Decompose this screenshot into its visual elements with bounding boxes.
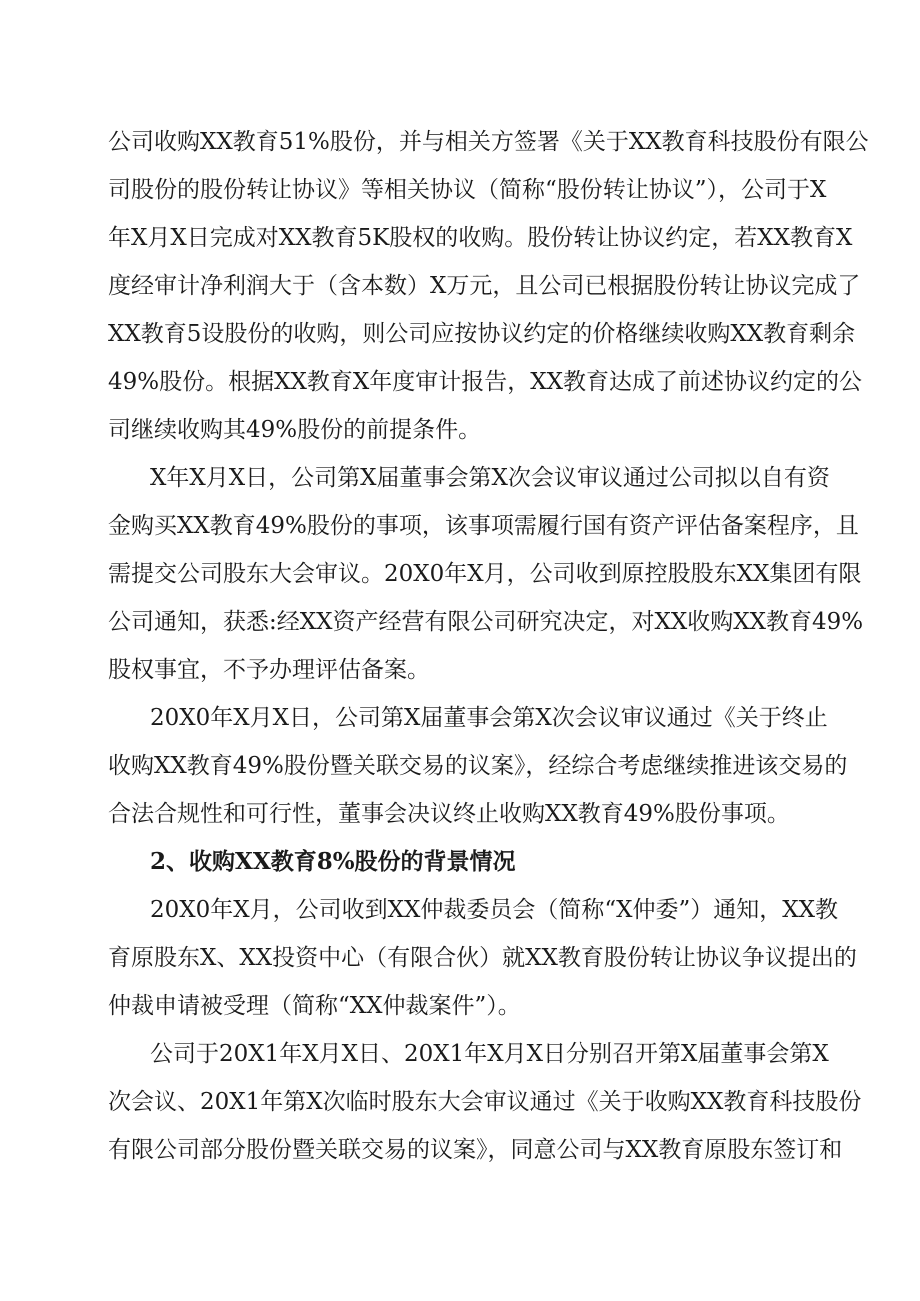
text-line: 公司于20X1年X月X日、20X1年X月X日分别召开第X届董事会第X: [150, 1041, 829, 1067]
text-line: 49%股份。根据XX教育X年度审计报告，XX教育达成了前述协议约定的公: [108, 369, 862, 395]
text-line: 司继续收购其49%股份的前提条件。: [108, 417, 482, 443]
text-line: X年X月X日，公司第X届董事会第X次会议审议通过公司拟以自有资: [150, 465, 830, 491]
text-line: 公司收购XX教育51%股份，并与相关方签署《关于XX教育科技股份有限公: [108, 129, 869, 155]
paragraph-acquisition-51: [108, 118, 869, 454]
text-line: 公司通知，获悉:经XX资产经营有限公司研究决定，对XX收购XX教育49%: [108, 609, 864, 635]
text-line: 度经审计净利润大于（含本数）X万元，且公司已根据股份转让协议完成了: [108, 273, 861, 299]
paragraph-arbitration: [108, 886, 857, 1030]
text-line: 20X0年X月，公司收到XX仲裁委员会（简称“X仲委”）通知，XX教: [150, 897, 839, 923]
text-line: 合法合规性和可行性，董事会决议终止收购XX教育49%股份事项。: [108, 801, 790, 827]
text-line: 有限公司部分股份暨关联交易的议案》，同意公司与XX教育原股东签订和: [108, 1137, 843, 1163]
section-heading: [108, 838, 824, 886]
text-line: 20X0年X月X日，公司第X届董事会第X次会议审议通过《关于终止: [150, 705, 828, 731]
paragraph-acquisition-partial: [108, 1030, 862, 1174]
text-line: 仲裁申请被受理（简称“XX仲裁案件”）。: [108, 993, 521, 1019]
text-line: 司股份的股份转让协议》等相关协议（简称“股份转让协议”），公司于X: [108, 177, 827, 203]
text-line: 收购XX教育49%股份暨关联交易的议案》，经综合考虑继续推进该交易的: [108, 753, 848, 779]
heading-text: 2、收购XX教育8%股份的背景情况: [150, 848, 516, 875]
text-line: 年X月X日完成对XX教育5K股权的收购。股份转让协议约定，若XX教育X: [108, 225, 853, 251]
paragraph-board-review-49: [108, 454, 864, 694]
text-line: 次会议、20X1年第X次临时股东大会审议通过《关于收购XX教育科技股份: [108, 1089, 862, 1115]
document-body: [108, 118, 869, 1174]
text-line: 需提交公司股东大会审议。20X0年X月，公司收到原控股股东XX集团有限: [108, 561, 862, 587]
text-line: XX教育5设股份的收购，则公司应按协议约定的价格继续收购XX教育剩余: [108, 321, 856, 347]
text-line: 金购买XX教育49%股份的事项，该事项需履行国有资产评估备案程序，且: [108, 513, 859, 539]
paragraph-termination: [108, 694, 848, 838]
text-line: 育原股东X、XX投资中心（有限合伙）就XX教育股份转让协议争议提出的: [108, 945, 857, 971]
text-line: 股权事宜，不予办理评估备案。: [108, 657, 430, 683]
